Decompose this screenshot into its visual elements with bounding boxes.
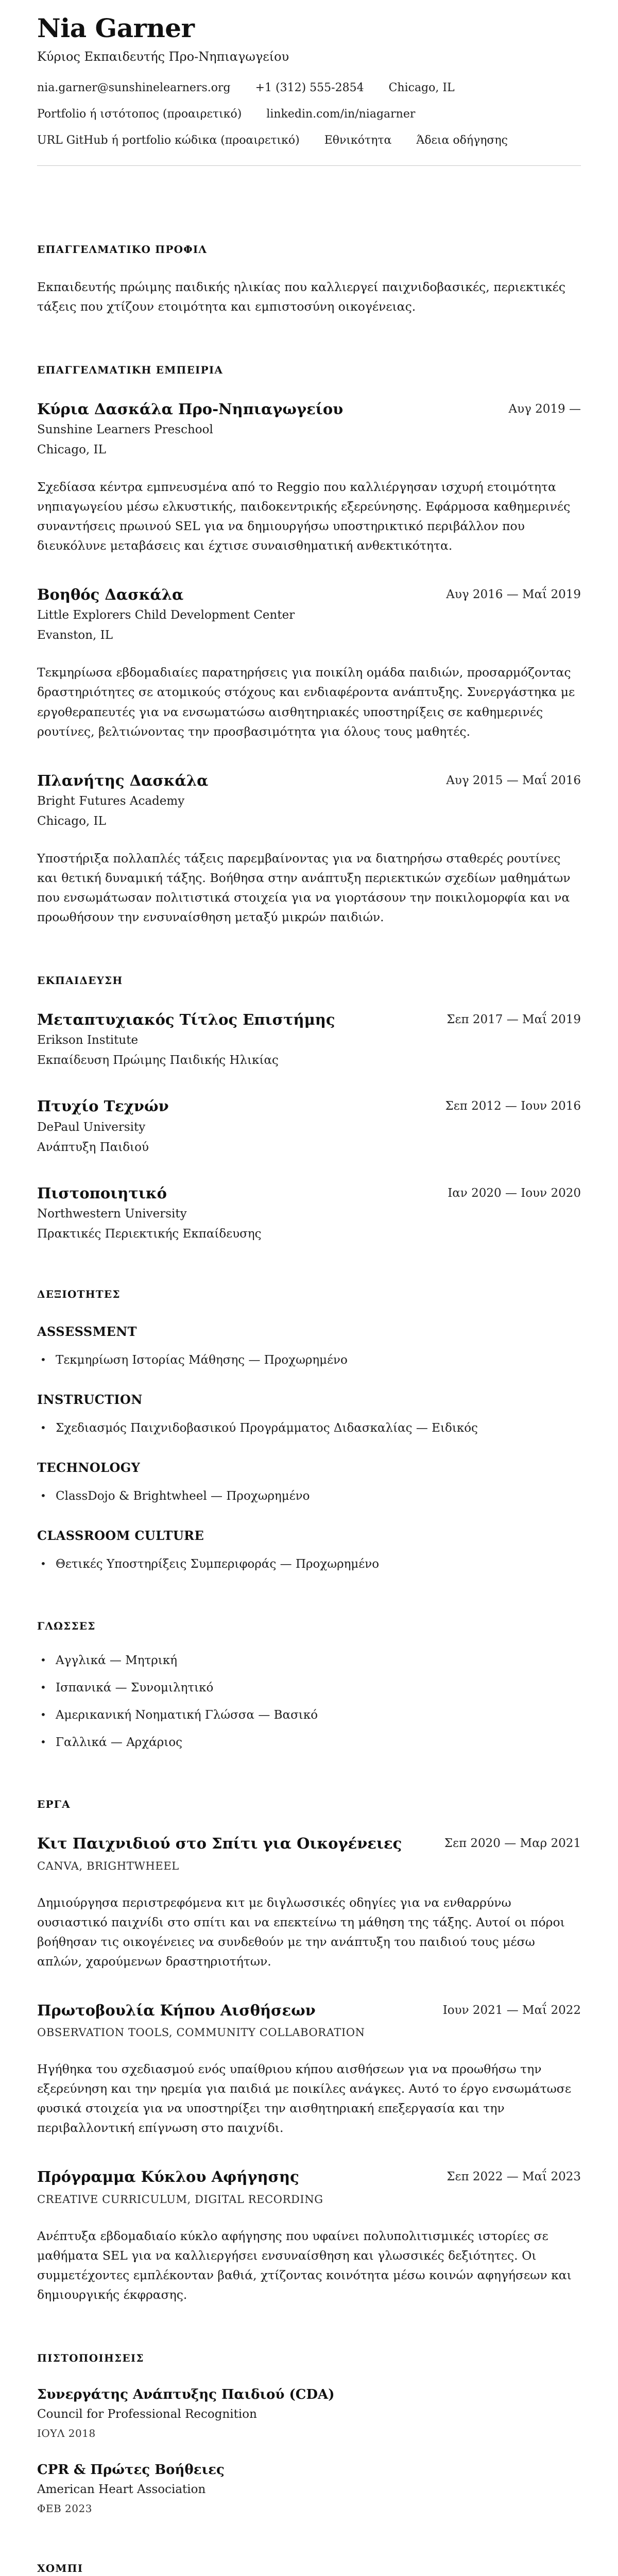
contact-row-1 — [37, 81, 581, 94]
job-dates: Αυγ 2016 — Μαΐ 2019 — [446, 588, 581, 602]
section-hobbies — [37, 2562, 581, 2576]
job-description: Τεκμηρίωσα εβδομαδιαίες παρατηρήσεις για ποικίλη ομάδα παιδιών, προσαρμόζοντας δραστηριότητες σε ατομικούς στόχους και ενδιαφέροντα ανάπτυξης. Συνεργάστηκα με εργοθεραπευτές για να ενσωματώσω αισθητηριακές υποστηρίξεις σε καθημερινές ρουτίνες, βελτιώνοντας την προσβασιμότητα για όλους τους μαθητές. — [37, 665, 575, 739]
language-list — [37, 1653, 581, 1751]
degree-title: Πτυχίο Τεχνών — [37, 1097, 169, 1115]
project-name: Κιτ Παιχνιδιού στο Σπίτι για Οικογένειες — [37, 1835, 402, 1853]
project-dates: Σεπ 2022 — Μαΐ 2023 — [447, 2170, 581, 2184]
contact-row-3 — [37, 134, 581, 147]
certification-date: ΦΕΒ 2023 — [37, 2502, 92, 2515]
profile-text: Εκπαιδευτής πρώιμης παιδικής ηλικίας που καλλιεργεί παιχνιδοβασικές, περιεκτικές τάξεις που χτίζουν ετοιμότητα και εμπιστοσύνη οικογένειας. — [37, 279, 565, 314]
education-entry-head — [37, 1010, 581, 1029]
job-location: Chicago, IL — [37, 443, 106, 456]
contact-portfolio-placeholder: Portfolio ή ιστότοπος (προαιρετικό) — [37, 107, 242, 121]
skills-heading: ΔΕΞΙΟΤΗΤΕΣ — [37, 1287, 121, 1300]
skill-list — [37, 1556, 581, 1572]
section-education — [37, 974, 581, 1241]
language-item: • Αμερικανική Νοηματική Γλώσσα — Βασικό — [37, 1707, 581, 1723]
degree-title: Μεταπτυχιακός Τίτλος Επιστήμης — [37, 1011, 335, 1029]
section-projects — [37, 1798, 581, 2304]
certification-entry — [37, 2462, 581, 2515]
section-languages — [37, 1620, 581, 1751]
project-tech: CREATIVE CURRICULUM, DIGITAL RECORDING — [37, 2193, 323, 2206]
skill-item: • ClassDojo & Brightwheel — Προχωρημένο — [37, 1488, 581, 1504]
education-entry — [37, 1184, 581, 1241]
skill-item: • Θετικές Υποστηρίξεις Συμπεριφοράς — Προχωρημένο — [37, 1556, 581, 1572]
project-tech: CANVA, BRIGHTWHEEL — [37, 1859, 179, 1872]
job-location: Evanston, IL — [37, 629, 113, 642]
project-name: Πρωτοβουλία Κήπου Αισθήσεων — [37, 2001, 316, 2019]
experience-entry — [37, 585, 581, 741]
education-dates: Σεπ 2012 — Ιουν 2016 — [445, 1099, 581, 1113]
project-dates: Σεπ 2020 — Μαρ 2021 — [444, 1837, 581, 1851]
project-entry-head — [37, 2167, 581, 2186]
profile-heading: ΕΠΑΓΓΕΛΜΑΤΙΚΟ ΠΡΟΦΙΛ — [37, 243, 208, 256]
skill-item: • Σχεδιασμός Παιχνιδοβασικού Προγράμματος Διδασκαλίας — Ειδικός — [37, 1420, 581, 1436]
job-description: Σχεδίασα κέντρα εμπνευσμένα από το Reggio που καλλιέργησαν ισχυρή ετοιμότητα νηπιαγωγείου μέσω ελκυστικής, παιδοκεντρικής εξερεύνησης. Εφάρμοσα καθημερινές συναντήσεις πρωινού SEL για να δημιουργήσω υποστηρικτικό περιβάλλον που διευκόλυνε μεταβάσεις και έχτισε συναισθηματική ανθεκτικότητα. — [37, 479, 571, 553]
education-dates: Σεπ 2017 — Μαΐ 2019 — [447, 1013, 581, 1027]
skill-group — [37, 1324, 581, 1368]
section-certifications — [37, 2352, 581, 2515]
contact-phone: +1 (312) 555-2854 — [255, 81, 364, 94]
project-entry — [37, 2001, 581, 2138]
project-description: Δημιούργησα περιστρεφόμενα κιτ με διγλωσσικές οδηγίες για να ενθαρρύνω ουσιαστικό παιχνίδι στο σπίτι και να επεκτείνω τη μάθηση της τάξης. Αυτοί οι πόροι βοήθησαν τις οικογένειες να συνδεθούν με την ανάπτυξη του παιδιού τους μέσω απλών, χαρούμενων δραστηριοτήτων. — [37, 1895, 565, 1969]
job-dates: Αυγ 2019 — — [508, 402, 581, 416]
project-dates: Ιουν 2021 — Μαΐ 2022 — [442, 2003, 581, 2017]
certification-entry — [37, 2387, 581, 2439]
skill-item: • Τεκμηρίωση Ιστορίας Μάθησης — Προχωρημένο — [37, 1352, 581, 1368]
job-title: Βοηθός Δασκάλα — [37, 586, 184, 604]
resume-header — [37, 13, 581, 166]
contact-nationality-placeholder: Εθνικότητα — [324, 133, 392, 147]
certification-issuer: Council for Professional Recognition — [37, 2407, 257, 2421]
project-description: Ηγήθηκα του σχεδιασμού ενός υπαίθριου κήπου αισθήσεων για να προωθήσω την εξερεύνηση και την ηρεμία για παιδιά με ποικίλες ανάγκες. Αυτό το έργο ενσωμάτωσε φυσικά στοιχεία για να υποστηρίξει την αισθητηριακή επεξεργασία και την περιβαλλοντική επίγνωση στο παιχνίδι. — [37, 2062, 572, 2136]
certifications-heading: ΠΙΣΤΟΠΟΙΗΣΕΙΣ — [37, 2351, 144, 2364]
certification-name: Συνεργάτης Ανάπτυξης Παιδιού (CDA) — [37, 2386, 335, 2402]
job-dates: Αυγ 2015 — Μαΐ 2016 — [446, 773, 581, 787]
skill-category: INSTRUCTION — [37, 1392, 143, 1407]
section-experience — [37, 364, 581, 927]
candidate-name: Nia Garner — [37, 13, 195, 43]
project-entry-head — [37, 1834, 581, 1853]
skill-category: TECHNOLOGY — [37, 1460, 141, 1475]
languages-heading: ΓΛΩΣΣΕΣ — [37, 1620, 96, 1633]
skill-list — [37, 1352, 581, 1368]
certification-date: ΙΟΥΛ 2018 — [37, 2427, 96, 2439]
language-item: • Γαλλικά — Αρχάριος — [37, 1735, 581, 1751]
section-profile — [37, 243, 581, 316]
project-tech: OBSERVATION TOOLS, COMMUNITY COLLABORATION — [37, 2026, 365, 2039]
header-divider — [37, 165, 581, 166]
project-description: Ανέπτυξα εβδομαδιαίο κύκλο αφήγησης που υφαίνει πολυπολιτισμικές ιστορίες σε μαθήματα SEL για να καλλιεργήσει ενσυναίσθηση και γλωσσικές δεξιότητες. Οι συμμετέχοντες εμπλέκονταν βαθιά, χτίζοντας κοινότητα μέσω κοινών αφηγήσεων και δημιουργικής έκφρασης. — [37, 2228, 572, 2302]
education-heading: ΕΚΠΑΙΔΕΥΣΗ — [37, 974, 123, 987]
experience-entry — [37, 400, 581, 556]
school-name: Northwestern University — [37, 1207, 187, 1221]
education-entry-head — [37, 1184, 581, 1202]
experience-entry — [37, 771, 581, 927]
field-of-study: Πρακτικές Περιεκτικής Εκπαίδευσης — [37, 1227, 262, 1241]
degree-title: Πιστοποιητικό — [37, 1184, 167, 1202]
project-entry — [37, 1834, 581, 1971]
contact-linkedin: linkedin.com/in/niagarner — [266, 107, 416, 121]
job-location: Chicago, IL — [37, 814, 106, 828]
education-entry-head — [37, 1097, 581, 1115]
hobbies-heading: ΧΟΜΠΙ — [37, 2562, 83, 2574]
section-skills — [37, 1288, 581, 1572]
experience-heading: ΕΠΑΓΓΕΛΜΑΤΙΚΗ ΕΜΠΕΙΡΙΑ — [37, 363, 224, 376]
contact-github-placeholder: URL GitHub ή portfolio κώδικα (προαιρετικό) — [37, 133, 300, 147]
skill-list — [37, 1420, 581, 1436]
school-name: Erikson Institute — [37, 1033, 139, 1047]
project-entry — [37, 2167, 581, 2304]
job-title: Πλανήτης Δασκάλα — [37, 771, 209, 789]
job-company: Sunshine Learners Preschool — [37, 422, 213, 436]
job-company: Bright Futures Academy — [37, 794, 185, 808]
projects-heading: ΕΡΓΑ — [37, 1798, 71, 1811]
job-description: Υποστήριξα πολλαπλές τάξεις παρεμβαίνοντας για να διατηρήσω σταθερές ρουτίνες και θετική δυναμική τάξης. Βοήθησα στην ανάπτυξη περιεκτικών σχεδίων μαθημάτων που ενσωμάτωσαν πολιτιστικά στοιχεία για να γιορτάσουν την ποικιλομορφία και να προωθήσουν την ενσυναίσθηση μεταξύ μικρών παιδιών. — [37, 851, 571, 925]
job-company: Little Explorers Child Development Center — [37, 608, 295, 622]
skill-category: ASSESSMENT — [37, 1324, 137, 1339]
language-item: • Ισπανικά — Συνομιλητικό — [37, 1680, 581, 1696]
skill-group — [37, 1392, 581, 1436]
candidate-job-title: Κύριος Εκπαιδευτής Προ-Νηπιαγωγείου — [37, 49, 289, 64]
experience-entry-head — [37, 585, 581, 604]
contact-email: nia.garner@sunshinelearners.org — [37, 81, 231, 94]
skill-group — [37, 1528, 581, 1572]
certification-issuer: American Heart Association — [37, 2482, 206, 2496]
field-of-study: Ανάπτυξη Παιδιού — [37, 1140, 149, 1154]
contact-location: Chicago, IL — [388, 81, 455, 94]
contact-driving-license-placeholder: Άδεια οδήγησης — [416, 133, 508, 147]
education-entry — [37, 1097, 581, 1154]
experience-entry-head — [37, 400, 581, 418]
language-item: • Αγγλικά — Μητρική — [37, 1653, 581, 1669]
skill-list — [37, 1488, 581, 1504]
skill-category: CLASSROOM CULTURE — [37, 1528, 204, 1544]
contact-row-2 — [37, 108, 581, 121]
project-entry-head — [37, 2001, 581, 2020]
school-name: DePaul University — [37, 1120, 146, 1134]
education-entry — [37, 1010, 581, 1067]
field-of-study: Εκπαίδευση Πρώιμης Παιδικής Ηλικίας — [37, 1054, 279, 1067]
skill-group — [37, 1460, 581, 1504]
project-name: Πρόγραμμα Κύκλου Αφήγησης — [37, 2168, 299, 2186]
experience-entry-head — [37, 771, 581, 790]
education-dates: Ιαν 2020 — Ιουν 2020 — [448, 1186, 581, 1200]
job-title: Κύρια Δασκάλα Προ-Νηπιαγωγείου — [37, 400, 344, 418]
certification-name: CPR & Πρώτες Βοήθειες — [37, 2462, 225, 2478]
